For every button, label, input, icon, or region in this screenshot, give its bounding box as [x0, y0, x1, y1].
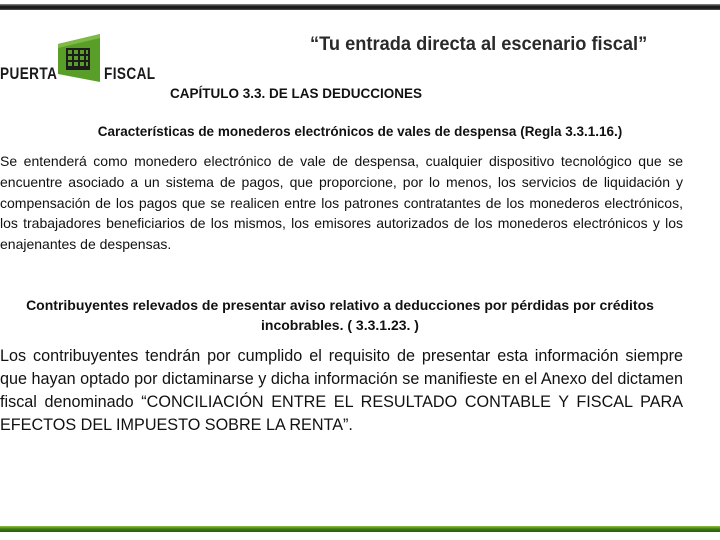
logo-text-fiscal: FISCAL	[104, 64, 156, 83]
door-grid-icon	[56, 32, 104, 84]
section2-body: Los contribuyentes tendrán por cumplido el requisito de presentar esta información siempre que hayan optado por dictaminarse y dicha información se manifieste en el Anexo del dictamen fiscal denominado “CONCILIACIÓN ENTRE EL RESULTADO CONTABLE Y FISCAL PARA EFECTOS DEL IMPUESTO SOBRE LA RENTA”.	[0, 347, 683, 434]
puerta-fiscal-logo	[0, 32, 160, 92]
section1-title: Características de monederos electrónicos de vales de despensa (Regla 3.3.1.16.)	[97, 124, 623, 139]
logo-text-puerta: PUERTA	[0, 64, 58, 83]
section1-body: Se entenderá como monedero electrónico de vale de despensa, cualquier dispositivo tecnológico que se encuentre asociado a un sistema de pagos, que proporcione, por lo menos, los servicios de liquidación y compensación de los pagos que se realicen entre los patrones contratantes de los monederos electrónicos, los trabajadores beneficiarios de los mismos, los emisores autorizados de los monederos electrónicos y los enajenantes de despensas.	[0, 153, 683, 253]
chapter-title: CAPÍTULO 3.3. DE LAS DEDUCCIONES	[170, 86, 423, 101]
top-divider-bar	[0, 4, 720, 10]
section2-title: Contribuyentes relevados de presentar aviso relativo a deducciones por pérdidas por créditos incobrables. ( 3.3.1.23. )	[26, 297, 654, 333]
bottom-divider-bar	[0, 526, 720, 532]
tagline: “Tu entrada directa al escenario fiscal”	[310, 34, 648, 55]
